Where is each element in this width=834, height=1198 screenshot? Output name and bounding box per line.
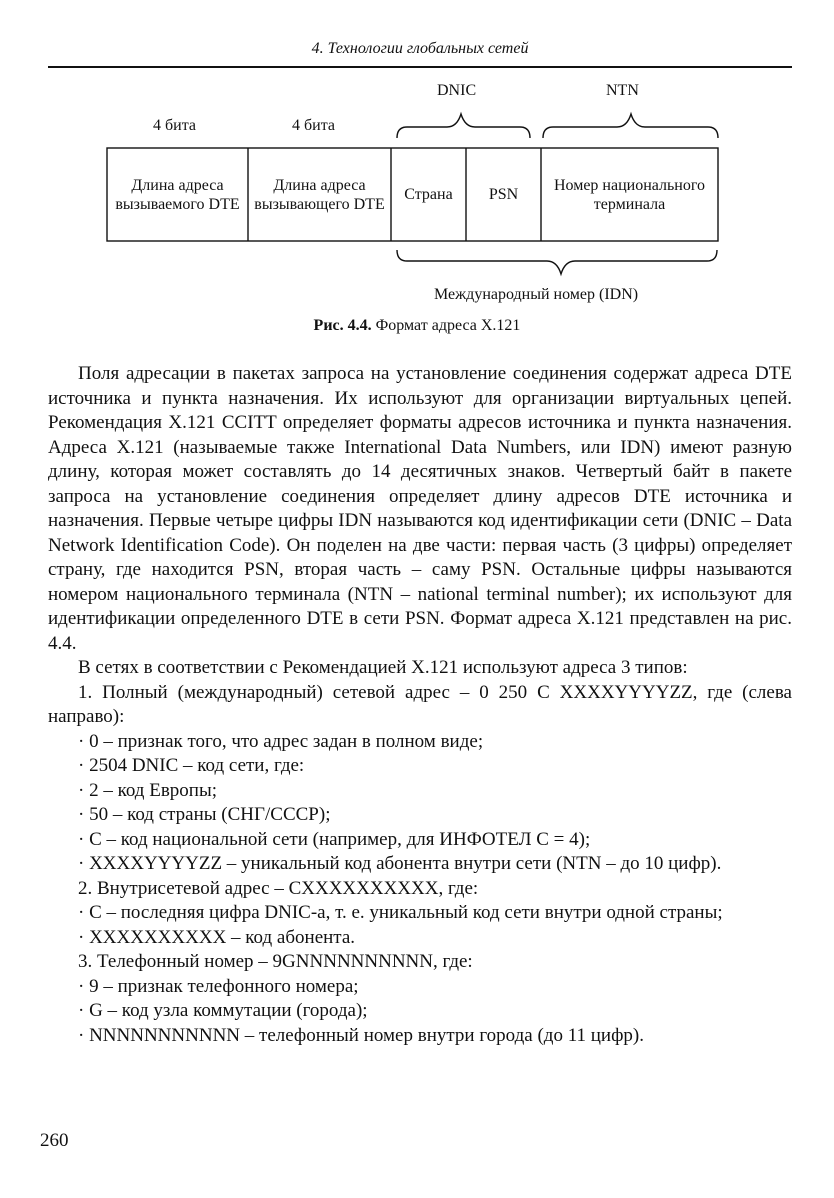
ntn-brace [543, 114, 718, 138]
list-item: · C – последняя цифра DNIC-а, т. е. уникальный код сети внутри одной страны; [78, 902, 723, 923]
cell-psn: PSN [488, 186, 519, 203]
cell-country: Страна [404, 186, 453, 203]
paragraph-internal-address: 2. Внутрисетевой адрес – CXXXXXXXXXX, где: [78, 877, 479, 899]
paragraph-phone-number: 3. Телефонный номер – 9GNNNNNNNNNN, где: [78, 951, 473, 972]
idn-label: Международный номер (IDN) [434, 286, 639, 303]
list-item: · XXXXXXXXXX – код абонента. [78, 926, 356, 948]
paragraph-intro: Поля адресации в пакетах запроса на установление соединения содержат адреса DTE источника и пункта назначения. Их используют для организации виртуальных цепей. Рекомендация X.121 CCITT определяет форматы адресов источника и пункта назначения. Адреса X.121 (называемые также International Data Numbers, или IDN) имеют разную длину, которая может составлять до 14 десятичных знаков. Четвертый байт в пакете запроса на установление соединения определяет длину адресов DTE источника и назначения. Первые четыре цифры IDN называются код идентификации сети (DNIC – Data Network Identification Code). Он поделен на две части: первая часть (3 цифры) определяет страну, где находится PSN, вторая часть – саму PSN. Остальные цифры называются номером национального терминала (NTN – national terminal number); их используют для идентификации определенного DTE в сети PSN. Формат адреса X.121 представлен на рис. 4.4. [48, 363, 792, 654]
list-item: · 50 – код страны (СНГ/СССР); [78, 804, 331, 825]
list-item: · XXXXYYYYZZ – уникальный код абонента внутри сети (NTN – до 10 цифр). [78, 853, 722, 874]
bits-label-2: 4 бита [292, 117, 335, 134]
list-item: · 2 – код Европы; [78, 779, 218, 801]
caption-text: Формат адреса X.121 [371, 317, 521, 334]
ntn-label: NTN [606, 82, 639, 99]
list-item: · 0 – признак того, что адрес задан в полном виде; [78, 730, 484, 752]
list-item: · C – код национальной сети (например, для ИНФОТЕЛ C = 4); [78, 828, 591, 850]
idn-brace [397, 250, 717, 274]
list-item: · 2504 DNIC – код сети, где: [78, 755, 305, 776]
figure-caption [0, 317, 834, 335]
body-text [48, 362, 792, 1048]
paragraph-full-address: 1. Полный (международный) сетевой адрес – 0 250 C XXXXYYYYZZ, где (слева направо): [48, 681, 792, 727]
paragraph-address-types: В сетях в соответствии с Рекомендацией X.121 используют адреса 3 типов: [78, 657, 688, 678]
cell-national-terminal-number: Номер национального терминала [553, 176, 706, 213]
dnic-label: DNIC [437, 82, 477, 99]
cell-calling-dte-length: Длина адреса вызывающего DTE [254, 176, 385, 213]
list-item: · G – код узла коммутации (города); [78, 1000, 368, 1021]
list-item: · 9 – признак телефонного номера; [78, 975, 359, 997]
list-item: · NNNNNNNNNNN – телефонный номер внутри города (до 11 цифр). [78, 1024, 644, 1046]
bits-label-1: 4 бита [153, 117, 196, 134]
cell-called-dte-length: Длина адреса вызываемого DTE [115, 176, 240, 213]
running-title: 4. Технологии глобальных сетей [311, 40, 529, 57]
caption-number: Рис. 4.4. [313, 317, 372, 334]
dnic-brace [397, 114, 530, 138]
page-number: 260 [40, 1130, 69, 1151]
x121-format-figure [0, 70, 834, 320]
header-rule [48, 66, 792, 68]
